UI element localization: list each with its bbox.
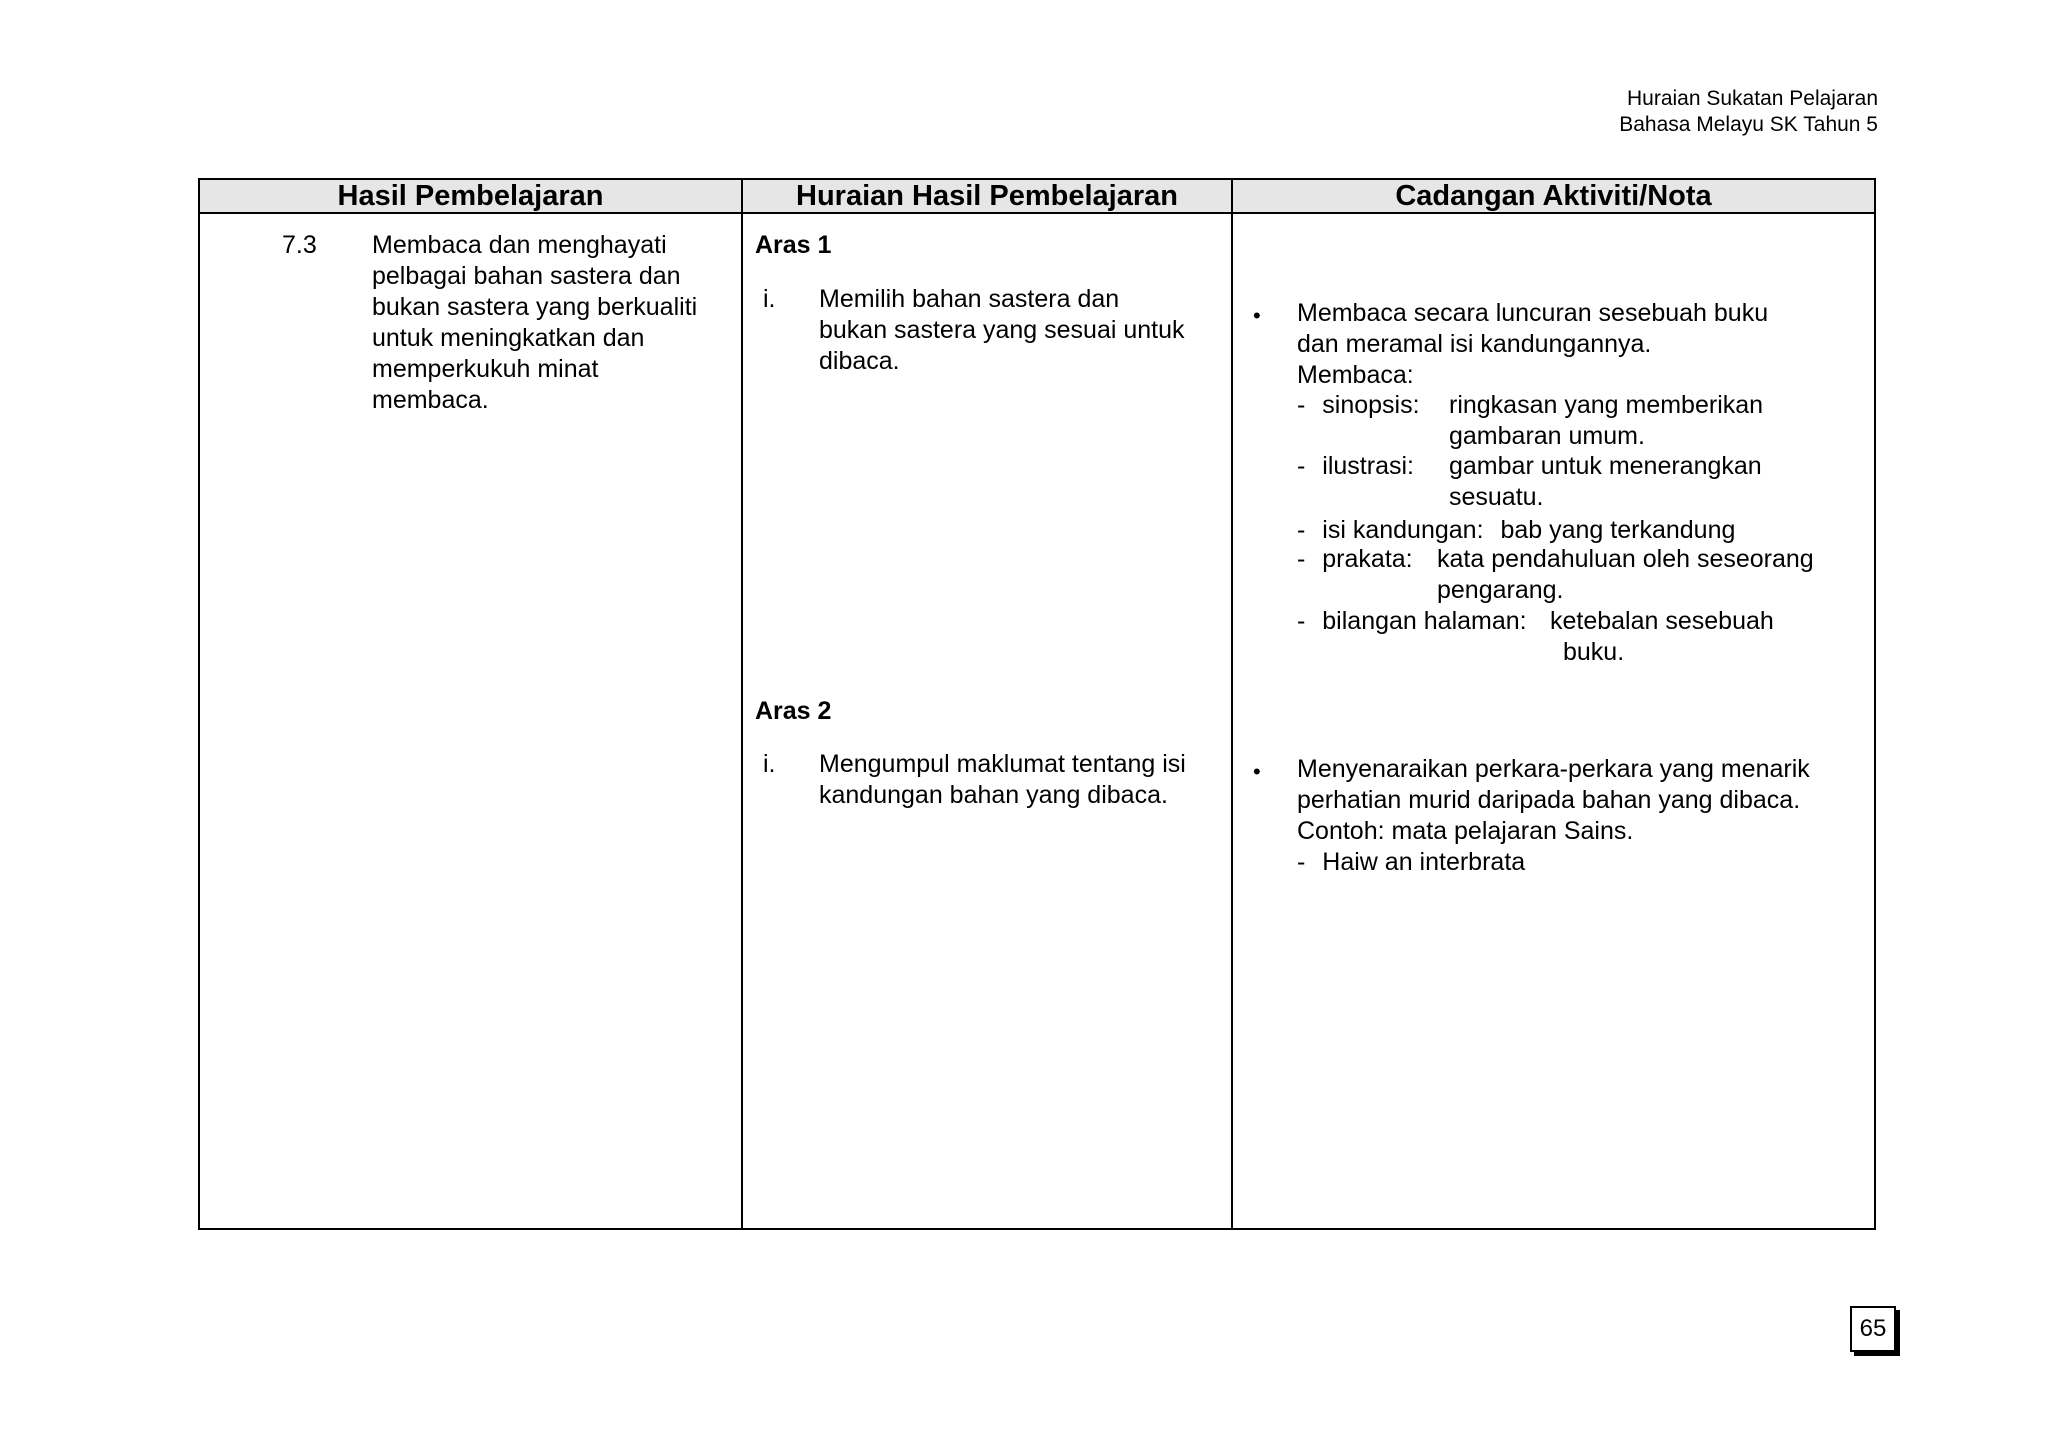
list-item <box>1297 515 1735 546</box>
cell-huraian <box>742 213 1232 1229</box>
header-line-1: Huraian Sukatan Pelajaran <box>1627 87 1878 110</box>
description-line: kata pendahuluan oleh seseorang <box>1437 545 1814 573</box>
list-item <box>1297 606 1527 637</box>
term-description <box>1437 544 1814 606</box>
term-label: isi kandungan: <box>1322 516 1484 544</box>
dash-marker: - <box>1297 545 1306 573</box>
dash-marker: - <box>1297 452 1306 480</box>
outcome-line: membaca. <box>372 386 489 414</box>
term-description <box>1449 451 1762 513</box>
dash-marker: - <box>1297 848 1306 876</box>
outcome-line: pelbagai bahan sastera dan <box>372 262 681 290</box>
cell-cadangan <box>1232 213 1875 1229</box>
aras-1-item-text <box>819 284 1229 377</box>
list-item <box>1297 847 1872 878</box>
aras-2-line: Mengumpul maklumat tentang isi <box>819 750 1186 778</box>
description-line: sesuatu. <box>1449 483 1544 511</box>
term-description <box>1449 390 1763 452</box>
document-header <box>1619 86 1878 138</box>
aras-1-title: Aras 1 <box>755 231 832 259</box>
table-row <box>199 213 1875 1229</box>
term-label: sinopsis: <box>1322 391 1420 419</box>
description-line: pengarang. <box>1437 576 1564 604</box>
activity-block-1 <box>1297 298 1867 391</box>
outcome-line: untuk meningkatkan dan <box>372 324 645 352</box>
dash-marker: - <box>1297 391 1306 419</box>
description-line: gambaran umum. <box>1449 422 1645 450</box>
table-header-row <box>199 179 1875 213</box>
term-description <box>1550 606 1774 668</box>
aras-1-line: bukan sastera yang sesuai untuk <box>819 316 1185 344</box>
aras-1-item-marker: i. <box>763 285 776 313</box>
page-number: 65 <box>1850 1306 1896 1352</box>
activity-line: Menyenaraikan perkara-perkara yang menarik <box>1297 755 1810 783</box>
activity-block-2 <box>1297 754 1872 878</box>
term-label: prakata: <box>1322 545 1413 573</box>
bullet-icon: • <box>1253 759 1261 784</box>
column-header-hasil: Hasil Pembelajaran <box>199 179 742 213</box>
aras-1-line: Memilih bahan sastera dan <box>819 285 1120 313</box>
term-label: Haiw an interbrata <box>1322 848 1526 876</box>
description-line: ketebalan sesebuah <box>1550 607 1774 635</box>
aras-2-item-marker: i. <box>763 750 776 778</box>
term-label: ilustrasi: <box>1322 452 1414 480</box>
activity-line: Membaca: <box>1297 361 1414 389</box>
list-item <box>1297 544 1413 575</box>
cell-hasil-pembelajaran <box>199 213 742 1229</box>
description-line: ringkasan yang memberikan <box>1449 391 1764 419</box>
learning-outcome-text <box>372 230 732 416</box>
column-header-cadangan: Cadangan Aktiviti/Nota <box>1232 179 1875 213</box>
outcome-line: bukan sastera yang berkualiti <box>372 293 698 321</box>
dash-marker: - <box>1297 607 1306 635</box>
aras-2-line: kandungan bahan yang dibaca. <box>819 781 1168 809</box>
activity-line: perhatian murid daripada bahan yang dibaca. <box>1297 786 1801 814</box>
outcome-line: Membaca dan menghayati <box>372 231 667 259</box>
bullet-icon: • <box>1253 303 1261 328</box>
syllabus-table <box>198 178 1876 1230</box>
activity-line: Membaca secara luncuran sesebuah buku <box>1297 299 1769 327</box>
aras-2-title: Aras 2 <box>755 697 832 725</box>
header-line-2: Bahasa Melayu SK Tahun 5 <box>1619 113 1878 136</box>
description-line: buku. <box>1563 638 1625 666</box>
aras-2-item-text <box>819 749 1229 811</box>
activity-line: Contoh: mata pelajaran Sains. <box>1297 817 1634 845</box>
term-label: bilangan halaman: <box>1322 607 1527 635</box>
list-item <box>1297 451 1414 482</box>
description-line: gambar untuk menerangkan <box>1449 452 1762 480</box>
term-description: bab yang terkandung <box>1500 516 1736 544</box>
aras-1-line: dibaca. <box>819 347 900 375</box>
activity-line: dan meramal isi kandungannya. <box>1297 330 1652 358</box>
list-item <box>1297 390 1420 421</box>
dash-marker: - <box>1297 516 1306 544</box>
outcome-line: memperkukuh minat <box>372 355 599 383</box>
learning-outcome-number: 7.3 <box>282 231 317 259</box>
column-header-huraian: Huraian Hasil Pembelajaran <box>742 179 1232 213</box>
